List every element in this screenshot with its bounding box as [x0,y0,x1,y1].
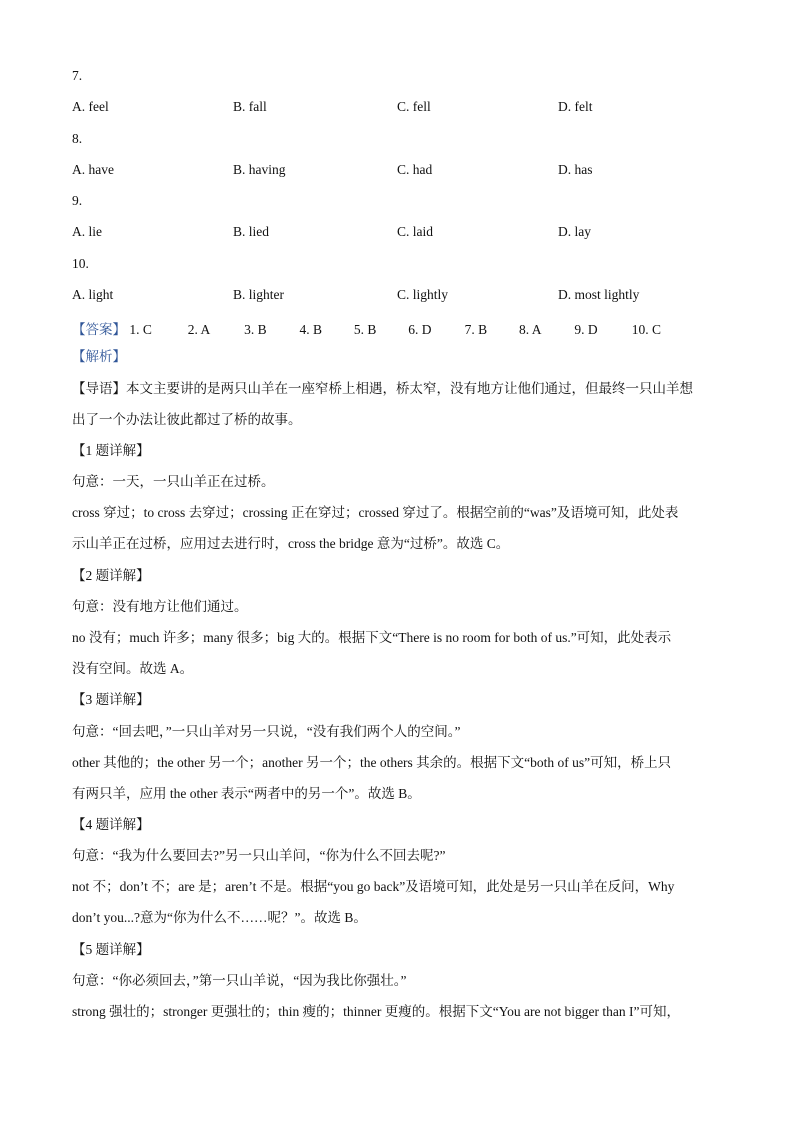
detail-line: don’t you...?意为“你为什么不……呢？”。故选 B。 [72,910,367,925]
detail-line: 有两只羊，应用 the other 表示“两者中的另一个”。故选 B。 [72,786,421,801]
answer-item: 10. C [631,322,662,337]
option-c: C. lightly [397,287,449,302]
option-a: A. feel [72,99,109,114]
detail-title: 【2 题详解】 [72,568,150,583]
intro-label: 【导语】 [72,381,126,396]
analysis-label: 【解析】 [72,349,126,364]
option-d: D. felt [558,99,593,114]
detail-title: 【4 题详解】 [72,817,150,832]
option-d: D. has [558,162,593,177]
option-d: D. most lightly [558,287,640,302]
option-c: C. had [397,162,433,177]
answer-item: 6. D [408,322,432,337]
answer-item: 5. B [353,322,377,337]
answer-item: 8. A [519,322,542,337]
answer-row [72,318,661,338]
answer-item: 3. B [244,322,267,337]
question-number: 8. [72,131,83,146]
answer-label: 【答案】 [72,322,126,337]
detail-title: 【1 题详解】 [72,443,150,458]
answer-item: 7. B [464,322,488,337]
detail-line: 句意：“你必须回去，”第一只山羊说，“因为我比你强壮。” [72,973,407,988]
detail-line: not 不；don’t 不；are 是；aren’t 不是。根据“you go back”及语境可知，此处是另一只山羊在反问，Why [72,879,675,894]
option-a: A. have [72,162,114,177]
question-number: 9. [72,193,83,208]
intro-paragraph [72,380,693,398]
intro-text: 本文主要讲的是两只山羊在一座窄桥上相遇，桥太窄，没有地方让他们通过，但最终一只山羊想 [126,381,693,396]
detail-line: no 没有；much 许多；many 很多；big 大的。根据下文“There is no room for both of us.”可知，此处表示 [72,630,672,645]
answer-item: 4. B [299,322,323,337]
option-b: B. fall [233,99,267,114]
option-d: D. lay [558,224,591,239]
option-c: C. fell [397,99,431,114]
detail-line: 示山羊正在过桥，应用过去进行时，cross the bridge 意为“过桥”。故选 C。 [72,536,510,551]
detail-line: 句意：一天，一只山羊正在过桥。 [72,474,275,489]
detail-line: 句意：“回去吧，”一只山羊对另一只说，“没有我们两个人的空间。” [72,724,461,739]
answer-item: 9. D [574,322,598,337]
intro-text-continued: 出了一个办法让彼此都过了桥的故事。 [72,412,302,427]
question-number: 10. [72,256,89,271]
option-b: B. lighter [233,287,284,302]
option-c: C. laid [397,224,433,239]
option-b: B. lied [233,224,269,239]
question-number: 7. [72,68,83,83]
detail-line: 句意：没有地方让他们通过。 [72,599,248,614]
detail-title: 【5 题详解】 [72,942,150,957]
detail-line: 句意：“我为什么要回去?”另一只山羊问，“你为什么不回去呢?” [72,848,446,863]
detail-line: other 其他的；the other 另一个；another 另一个；the others 其余的。根据下文“both of us”可知，桥上只 [72,755,672,770]
option-a: A. lie [72,224,102,239]
detail-line: 没有空间。故选 A。 [72,661,194,676]
answer-item: 1. C [129,322,152,337]
detail-line: cross 穿过；to cross 去穿过；crossing 正在穿过；crossed 穿过了。根据空前的“was”及语境可知，此处表 [72,505,679,520]
detail-title: 【3 题详解】 [72,692,150,707]
option-a: A. light [72,287,114,302]
detail-line: strong 强壮的；stronger 更强壮的；thin 瘦的；thinner 更瘦的。根据下文“You are not bigger than I”可知， [72,1004,680,1019]
answer-item: 2. A [187,322,211,337]
option-b: B. having [233,162,286,177]
